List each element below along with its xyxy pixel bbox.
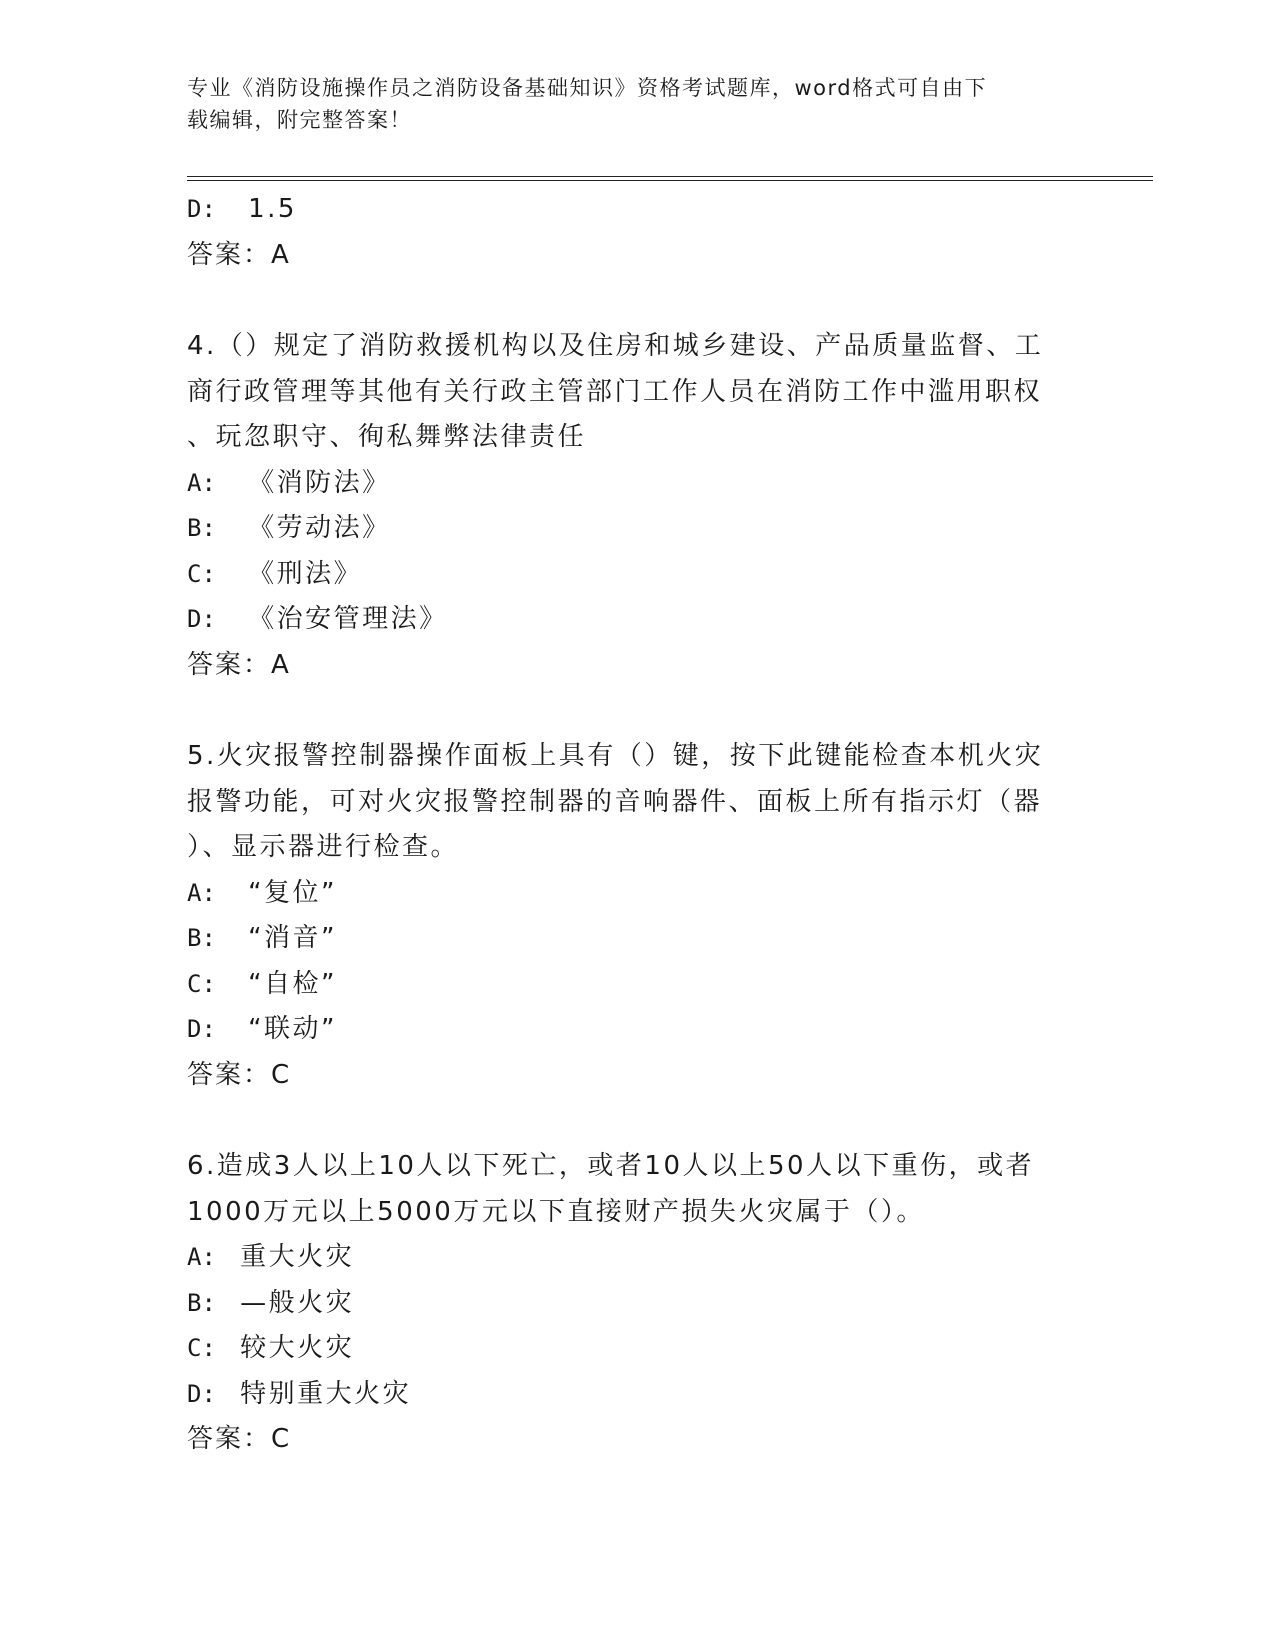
option-d <box>187 597 1087 643</box>
option-text: “复位” <box>248 877 338 908</box>
option-c <box>187 552 1087 598</box>
option-letter: C: <box>187 559 216 588</box>
option-text: “消音” <box>248 923 338 953</box>
answer-label: 答案： <box>187 1424 272 1454</box>
option-letter: D: <box>187 1015 216 1043</box>
option-d <box>187 1007 1087 1053</box>
question-stem-line: 、玩忽职守、徇私舞弊法律责任 <box>187 422 587 452</box>
question-stem-line: 1000万元以上5000万元以下直接财产损失火灾属于（）。 <box>187 1196 925 1227</box>
option-letter: A: <box>187 1243 216 1271</box>
option-letter: D: <box>187 605 216 633</box>
answer-value: A <box>271 649 291 680</box>
option-b <box>187 916 1087 962</box>
option-letter: A: <box>187 468 216 497</box>
option-b <box>187 506 1087 552</box>
option-text: 重大火灾 <box>240 1242 355 1272</box>
question-4 <box>187 324 1087 688</box>
question-6 <box>187 1144 1087 1463</box>
option-letter: B: <box>187 1288 216 1317</box>
prev-option-d <box>187 187 1087 233</box>
answer-value: C <box>271 1424 292 1454</box>
option-text: 《劳动法》 <box>248 513 391 543</box>
option-a <box>187 871 1087 917</box>
question-5 <box>187 734 1087 1098</box>
option-a <box>187 461 1087 507</box>
option-text: 《刑法》 <box>248 558 363 589</box>
answer-label: 答案： <box>187 239 272 270</box>
answer <box>187 1053 1087 1099</box>
option-text: 《消防法》 <box>248 467 391 498</box>
header-line-1: 专业《消防设施操作员之消防设备基础知识》资格考试题库，word格式可自由下 <box>187 76 988 100</box>
option-text: 较大火灾 <box>240 1333 355 1363</box>
option-a <box>187 1235 1087 1281</box>
option-text: “自检” <box>248 968 338 999</box>
header-divider-bottom <box>187 180 1153 181</box>
prev-answer <box>187 233 1087 279</box>
document-header <box>187 72 1067 136</box>
option-text: “联动” <box>248 1014 338 1044</box>
answer-label: 答案： <box>187 1059 272 1090</box>
option-c <box>187 1326 1087 1372</box>
question-stem-line: 4.（）规定了消防救援机构以及住房和城乡建设、产品质量监督、工 <box>187 331 1044 361</box>
option-letter: C: <box>187 1334 216 1362</box>
header-line-2: 载编辑，附完整答案！ <box>187 108 412 132</box>
option-letter: D: <box>187 1379 216 1408</box>
question-stem-line: 6.造成3人以上10人以下死亡，或者10人以上50人以下重伤，或者 <box>187 1151 1035 1181</box>
option-c <box>187 962 1087 1008</box>
answer <box>187 643 1087 689</box>
question-stem-line: 商行政管理等其他有关行政主管部门工作人员在消防工作中滥用职权 <box>187 376 1043 407</box>
question-stem-line: 报警功能，可对火灾报警控制器的音响器件、面板上所有指示灯（器 <box>187 786 1043 817</box>
option-letter: C: <box>187 969 216 998</box>
answer-label: 答案： <box>187 649 272 680</box>
option-text: 特别重大火灾 <box>240 1378 412 1409</box>
question-stem-line: ）、显示器进行检查。 <box>187 832 460 862</box>
option-letter: D: <box>187 195 216 223</box>
answer-value: C <box>271 1059 292 1090</box>
option-d <box>187 1372 1087 1418</box>
option-text: —般火灾 <box>240 1287 355 1318</box>
question-stem-line: 5.火灾报警控制器操作面板上具有（）键，按下此键能检查本机火灾 <box>187 741 1044 771</box>
answer-value: A <box>271 239 291 270</box>
document-body <box>187 187 1087 1463</box>
option-text: 1.5 <box>248 194 297 224</box>
header-divider-top <box>187 176 1153 177</box>
option-text: 《治安管理法》 <box>248 604 448 634</box>
answer <box>187 1417 1087 1463</box>
option-letter: B: <box>187 514 216 542</box>
option-letter: A: <box>187 878 216 907</box>
option-b <box>187 1281 1087 1327</box>
option-letter: B: <box>187 924 216 952</box>
